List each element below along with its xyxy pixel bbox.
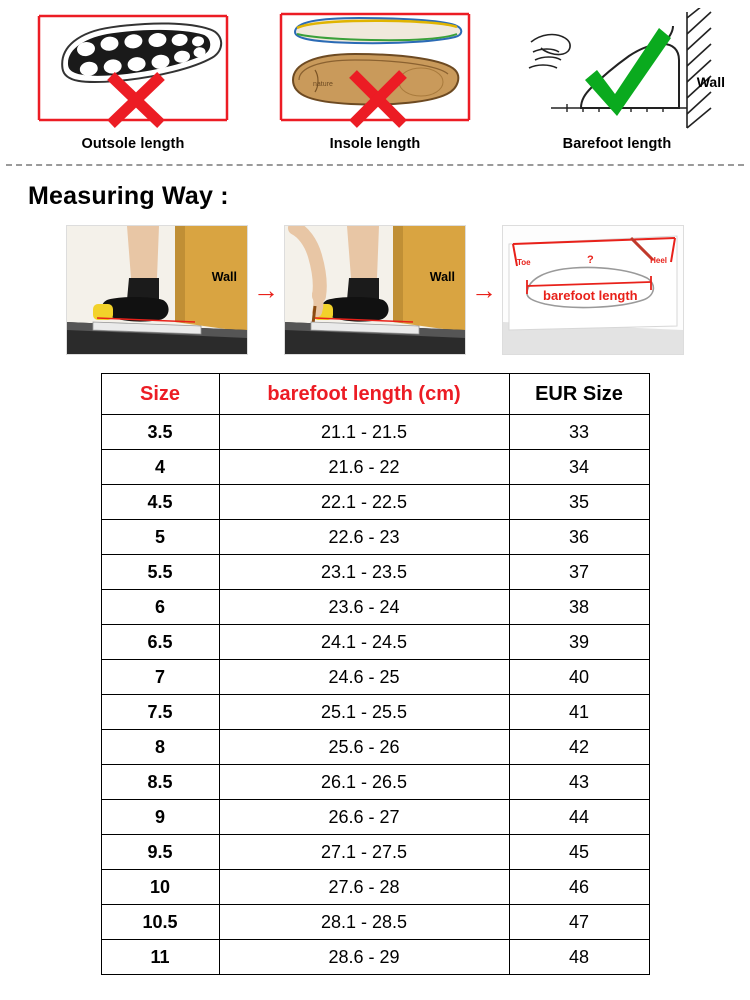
- comparison-item-outsole: [22, 8, 244, 152]
- table-row: [101, 870, 649, 905]
- wall-label-step-2: Wall: [429, 270, 455, 284]
- comparison-item-barefoot: [506, 8, 728, 152]
- table-row: [101, 835, 649, 870]
- cell-size: 5: [101, 520, 219, 555]
- cell-length: 21.1 - 21.5: [219, 415, 509, 450]
- cell-length: 24.1 - 24.5: [219, 625, 509, 660]
- dashed-divider: [6, 164, 744, 166]
- cell-size: 8.5: [101, 765, 219, 800]
- header-eur-size: EUR Size: [509, 374, 649, 415]
- x-red-cross-icon: [111, 76, 161, 124]
- barefoot-length-label: barefoot length: [543, 288, 638, 303]
- table-row: [101, 730, 649, 765]
- outsole-illustration: [27, 8, 239, 132]
- cell-eur: 38: [509, 590, 649, 625]
- measuring-step-1: [66, 225, 248, 355]
- cell-size: 4: [101, 450, 219, 485]
- caption-insole: Insole length: [329, 136, 421, 152]
- table-row: [101, 625, 649, 660]
- cell-length: 26.1 - 26.5: [219, 765, 509, 800]
- cell-length: 22.6 - 23: [219, 520, 509, 555]
- heel-label: Heel: [650, 256, 667, 265]
- measuring-step-3: [502, 225, 684, 355]
- table-body: [101, 415, 649, 975]
- table-row: [101, 800, 649, 835]
- table-row: [101, 450, 649, 485]
- cell-eur: 42: [509, 730, 649, 765]
- cell-eur: 40: [509, 660, 649, 695]
- cell-length: 27.6 - 28: [219, 870, 509, 905]
- table-row: [101, 940, 649, 975]
- cell-size: 7: [101, 660, 219, 695]
- cell-length: 27.1 - 27.5: [219, 835, 509, 870]
- step-arrow-1: →: [253, 275, 279, 305]
- table-row: [101, 695, 649, 730]
- table-row: [101, 590, 649, 625]
- cell-length: 23.6 - 24: [219, 590, 509, 625]
- cell-length: 21.6 - 22: [219, 450, 509, 485]
- cell-eur: 33: [509, 415, 649, 450]
- table-row: [101, 905, 649, 940]
- cell-size: 10.5: [101, 905, 219, 940]
- cell-size: 6: [101, 590, 219, 625]
- cell-length: 28.6 - 29: [219, 940, 509, 975]
- question-mark-label: ?: [587, 254, 594, 266]
- cell-eur: 44: [509, 800, 649, 835]
- cell-size: 3.5: [101, 415, 219, 450]
- cell-eur: 45: [509, 835, 649, 870]
- header-size: Size: [101, 374, 219, 415]
- header-barefoot-length: barefoot length (cm): [219, 374, 509, 415]
- table-row: [101, 660, 649, 695]
- measuring-way-heading: Measuring Way :: [28, 182, 229, 210]
- cell-eur: 34: [509, 450, 649, 485]
- measuring-steps: [0, 225, 750, 355]
- cell-eur: 39: [509, 625, 649, 660]
- table-row: [101, 555, 649, 590]
- cell-eur: 41: [509, 695, 649, 730]
- toe-label: Toe: [517, 258, 531, 267]
- wall-label-step-1: Wall: [211, 270, 237, 284]
- step-arrow-2: →: [471, 275, 497, 305]
- cell-eur: 43: [509, 765, 649, 800]
- cell-eur: 48: [509, 940, 649, 975]
- table-header-row: [101, 374, 649, 415]
- cell-eur: 47: [509, 905, 649, 940]
- cell-eur: 36: [509, 520, 649, 555]
- table-row: [101, 485, 649, 520]
- cell-length: 22.1 - 22.5: [219, 485, 509, 520]
- cell-size: 8: [101, 730, 219, 765]
- cell-length: 24.6 - 25: [219, 660, 509, 695]
- measuring-step-2: [284, 225, 466, 355]
- caption-barefoot: Barefoot length: [562, 136, 672, 152]
- cell-size: 11: [101, 940, 219, 975]
- cell-eur: 35: [509, 485, 649, 520]
- barefoot-illustration: [511, 8, 723, 132]
- table-row: [101, 520, 649, 555]
- cell-size: 10: [101, 870, 219, 905]
- size-table: [101, 373, 650, 975]
- cell-size: 9: [101, 800, 219, 835]
- cell-length: 28.1 - 28.5: [219, 905, 509, 940]
- cell-length: 25.1 - 25.5: [219, 695, 509, 730]
- wall-label-barefoot: Wall: [696, 74, 725, 90]
- cell-eur: 46: [509, 870, 649, 905]
- insole-illustration: [269, 8, 481, 132]
- cell-eur: 37: [509, 555, 649, 590]
- table-row: [101, 415, 649, 450]
- cell-length: 23.1 - 23.5: [219, 555, 509, 590]
- table-row: [101, 765, 649, 800]
- length-comparison-row: [0, 0, 750, 152]
- comparison-item-insole: [264, 8, 486, 152]
- svg-text:nature: nature: [313, 81, 333, 88]
- caption-outsole: Outsole length: [81, 136, 185, 152]
- cell-size: 7.5: [101, 695, 219, 730]
- cell-size: 5.5: [101, 555, 219, 590]
- cell-size: 6.5: [101, 625, 219, 660]
- cell-size: 4.5: [101, 485, 219, 520]
- cell-length: 26.6 - 27: [219, 800, 509, 835]
- cell-length: 25.6 - 26: [219, 730, 509, 765]
- cell-size: 9.5: [101, 835, 219, 870]
